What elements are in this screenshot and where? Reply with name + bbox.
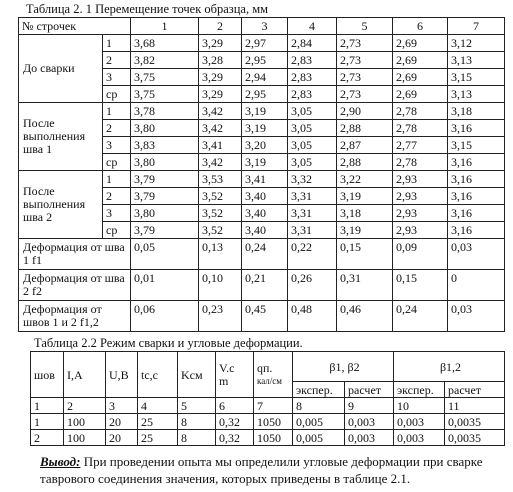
table-cell: 100: [64, 414, 106, 430]
table-cell: 2: [64, 398, 106, 414]
table-cell: 3,31: [288, 205, 337, 222]
table-cell: 2,93: [393, 222, 448, 239]
table-cell: 3,53: [199, 171, 242, 188]
table-cell: 0,23: [199, 301, 242, 332]
table-cell: 6: [216, 398, 254, 414]
table-cell: 2,95: [242, 86, 288, 103]
table-cell: 2,73: [337, 69, 393, 86]
table-cell: 3: [106, 398, 138, 414]
deformation-label: Деформация от шва 2 f2: [19, 270, 131, 301]
header-point-5: 5: [337, 18, 393, 35]
table-cell: 3,29: [199, 69, 242, 86]
table-cell: 3,20: [242, 137, 288, 154]
header-point-4: 4: [288, 18, 337, 35]
table-row: [31, 398, 505, 414]
header-speed: [216, 352, 254, 398]
table-cell: 2,83: [288, 69, 337, 86]
header-shov: шов: [31, 352, 64, 398]
header-heat-unit: кал/см: [257, 376, 282, 386]
table-cell: 2,87: [337, 137, 393, 154]
conclusion-text: При проведении опыта мы определили угловые деформации при сварке таврового соединения значения, которых приведены в таблице 2.1.: [40, 454, 483, 486]
table-cell: 0,13: [199, 239, 242, 270]
table-cell: 0,32: [216, 414, 254, 430]
table-cell: 2,95: [242, 52, 288, 69]
table-cell: 3,19: [337, 188, 393, 205]
table-cell: 0,01: [131, 270, 199, 301]
table-cell: 0,21: [242, 270, 288, 301]
header-calc-1: расчет: [345, 382, 394, 398]
group-label: До сварки: [19, 35, 103, 103]
table-row: [31, 430, 505, 446]
table-cell: 3,52: [199, 205, 242, 222]
table-cell: 7: [254, 398, 293, 414]
table-cell: 3,19: [337, 222, 393, 239]
table-cell: 0,06: [131, 301, 199, 332]
table-cell: 3,82: [131, 52, 199, 69]
row-number: 2: [103, 188, 131, 205]
row-number: ср: [103, 222, 131, 239]
table-cell: 0,03: [448, 301, 505, 332]
table-cell: 3,16: [448, 154, 505, 171]
conclusion: [40, 453, 500, 487]
table-cell: 3,75: [131, 86, 199, 103]
table-cell: 3,68: [131, 35, 199, 52]
header-speed-bottom: m: [219, 373, 229, 388]
table-cell: 0,31: [337, 270, 393, 301]
table-cell: 2,90: [337, 103, 393, 120]
table-cell: 3,22: [337, 171, 393, 188]
table-cell: 3,79: [131, 188, 199, 205]
row-number: 3: [103, 205, 131, 222]
header-heat-top: qп.: [257, 361, 273, 375]
table-cell: 2,69: [393, 69, 448, 86]
table-cell: 0,45: [242, 301, 288, 332]
table-cell: 3,16: [448, 205, 505, 222]
table-cell: 1: [31, 398, 64, 414]
table-row: [19, 103, 505, 120]
table-cell: 2,73: [337, 35, 393, 52]
table-cell: 2,97: [242, 35, 288, 52]
group-label: После выполнения шва 2: [19, 171, 103, 239]
table-cell: 8: [178, 414, 216, 430]
header-speed-top: V.c: [219, 360, 235, 375]
header-time: tс,c: [138, 352, 178, 398]
table-cell: 0,09: [393, 239, 448, 270]
table-cell: 3,80: [131, 120, 199, 137]
table1-header-row: [19, 18, 505, 35]
table-cell: 0,10: [199, 270, 242, 301]
table-cell: 3,52: [199, 188, 242, 205]
table-cell: 20: [106, 414, 138, 430]
table-cell: 3,42: [199, 154, 242, 171]
table-cell: 0,003: [345, 430, 394, 446]
table-cell: 2,94: [242, 69, 288, 86]
deformation-label: Деформация от шва 1 f1: [19, 239, 131, 270]
table-cell: 2,83: [288, 86, 337, 103]
table-cell: 11: [445, 398, 505, 414]
deformation-row: [19, 239, 505, 270]
header-beta12: β1, β2: [293, 352, 394, 382]
table-cell: 3,28: [199, 52, 242, 69]
table-cell: 0,26: [288, 270, 337, 301]
table-cell: 0,005: [293, 414, 345, 430]
table-cell: 3,32: [288, 171, 337, 188]
table-cell: 2: [31, 430, 64, 446]
table-cell: 2,69: [393, 52, 448, 69]
table-cell: 3,80: [131, 205, 199, 222]
table-cell: 3,79: [131, 171, 199, 188]
header-calc-2: расчет: [445, 382, 505, 398]
table-cell: 3,41: [242, 171, 288, 188]
table-cell: 0,003: [394, 430, 445, 446]
table-cell: 3,13: [448, 86, 505, 103]
table-cell: 2,73: [337, 86, 393, 103]
table-cell: 3,29: [199, 35, 242, 52]
table-cell: 5: [178, 398, 216, 414]
deformation-row: [19, 270, 505, 301]
table-cell: 2,78: [393, 120, 448, 137]
table-cell: 2,69: [393, 86, 448, 103]
table-cell: 8: [293, 398, 345, 414]
table-cell: 3,75: [131, 69, 199, 86]
table-cell: 0,03: [448, 239, 505, 270]
table-cell: 3,16: [448, 222, 505, 239]
table-row: [31, 414, 505, 430]
table-cell: 1050: [254, 414, 293, 430]
table-cell: 0,24: [242, 239, 288, 270]
deformation-row: [19, 301, 505, 332]
table-cell: 3,31: [288, 222, 337, 239]
table-cell: 2,93: [393, 171, 448, 188]
header-heat: [254, 352, 293, 398]
table-cell: 100: [64, 430, 106, 446]
table-cell: 3,40: [242, 205, 288, 222]
table-cell: 2,88: [337, 120, 393, 137]
table-cell: 2,84: [288, 35, 337, 52]
header-current: I,A: [64, 352, 106, 398]
table1-caption: Таблица 2. 1 Перемещение точек образца, мм: [26, 2, 269, 16]
table-cell: 3,16: [448, 120, 505, 137]
welding-mode-table: [30, 351, 505, 446]
row-number: ср: [103, 154, 131, 171]
table-cell: 3,42: [199, 103, 242, 120]
table-cell: 0,15: [337, 239, 393, 270]
table-cell: 25: [138, 414, 178, 430]
table-cell: 0,003: [394, 414, 445, 430]
header-beta-1-2: β1,2: [394, 352, 505, 382]
table-cell: 3,18: [448, 103, 505, 120]
header-exp-2: экспер.: [394, 382, 445, 398]
table-cell: 0,32: [216, 430, 254, 446]
header-point-7: 7: [448, 18, 505, 35]
table-cell: 3,19: [242, 120, 288, 137]
table-cell: 0,005: [293, 430, 345, 446]
table-cell: 25: [138, 430, 178, 446]
table-cell: 3,05: [288, 154, 337, 171]
table-cell: 20: [106, 430, 138, 446]
table-cell: 1: [31, 414, 64, 430]
row-number: 1: [103, 171, 131, 188]
row-number: 3: [103, 69, 131, 86]
header-point-1: 1: [131, 18, 199, 35]
row-number: 1: [103, 35, 131, 52]
conclusion-keyword: Вывод:: [40, 454, 81, 469]
table2-caption: Таблица 2.2 Режим сварки и угловые деформации.: [34, 336, 303, 350]
table-cell: 2,78: [393, 103, 448, 120]
header-voltage: U,B: [106, 352, 138, 398]
table-cell: 9: [345, 398, 394, 414]
table-cell: 3,52: [199, 222, 242, 239]
table-cell: 3,19: [242, 154, 288, 171]
table-cell: 0,05: [131, 239, 199, 270]
table-cell: 3,83: [131, 137, 199, 154]
table-cell: 3,16: [448, 171, 505, 188]
table2-header-row: [31, 352, 505, 382]
table-cell: 2,88: [337, 154, 393, 171]
table-cell: 3,40: [242, 188, 288, 205]
row-number: ср: [103, 86, 131, 103]
table-cell: 1050: [254, 430, 293, 446]
header-point-2: 2: [199, 18, 242, 35]
table-cell: 2,78: [393, 154, 448, 171]
table-cell: 0: [448, 270, 505, 301]
table-cell: 2,77: [393, 137, 448, 154]
table-cell: 3,41: [199, 137, 242, 154]
row-number: 2: [103, 120, 131, 137]
table-cell: 3,05: [288, 137, 337, 154]
table-cell: 0,0035: [445, 414, 505, 430]
header-point-6: 6: [393, 18, 448, 35]
header-point-3: 3: [242, 18, 288, 35]
table-cell: 3,05: [288, 103, 337, 120]
table-cell: 0,15: [393, 270, 448, 301]
row-number: 2: [103, 52, 131, 69]
table-cell: 3,15: [448, 69, 505, 86]
table-cell: 8: [178, 430, 216, 446]
table-cell: 3,16: [448, 188, 505, 205]
table-cell: 3,12: [448, 35, 505, 52]
table-cell: 3,31: [288, 188, 337, 205]
displacement-table: [18, 17, 505, 332]
table-cell: 0,0035: [445, 430, 505, 446]
row-number: 1: [103, 103, 131, 120]
table-cell: 3,42: [199, 120, 242, 137]
header-k: Kсм: [178, 352, 216, 398]
table-cell: 0,48: [288, 301, 337, 332]
table-cell: 4: [138, 398, 178, 414]
group-label: После выполнения шва 1: [19, 103, 103, 171]
header-exp-1: экспер.: [293, 382, 345, 398]
header-row-number: № строчек: [19, 18, 131, 35]
table-cell: 3,80: [131, 154, 199, 171]
table-cell: 2,69: [393, 35, 448, 52]
table-cell: 0,24: [393, 301, 448, 332]
table-row: [19, 35, 505, 52]
row-number: 3: [103, 137, 131, 154]
table-cell: 3,29: [199, 86, 242, 103]
table-row: [19, 171, 505, 188]
table-cell: 2,83: [288, 52, 337, 69]
table-cell: 3,13: [448, 52, 505, 69]
table-cell: 2,93: [393, 205, 448, 222]
table-cell: 3,40: [242, 222, 288, 239]
table-cell: 3,18: [337, 205, 393, 222]
table-cell: 10: [394, 398, 445, 414]
table-cell: 0,46: [337, 301, 393, 332]
table-cell: 3,15: [448, 137, 505, 154]
table-cell: 3,05: [288, 120, 337, 137]
table-cell: 2,73: [337, 52, 393, 69]
table-cell: 2,93: [393, 188, 448, 205]
table-cell: 3,79: [131, 222, 199, 239]
table-cell: 3,19: [242, 103, 288, 120]
deformation-label: Деформация от швов 1 и 2 f1,2: [19, 301, 131, 332]
table-cell: 0,003: [345, 414, 394, 430]
table-cell: 0,22: [288, 239, 337, 270]
table-cell: 3,78: [131, 103, 199, 120]
